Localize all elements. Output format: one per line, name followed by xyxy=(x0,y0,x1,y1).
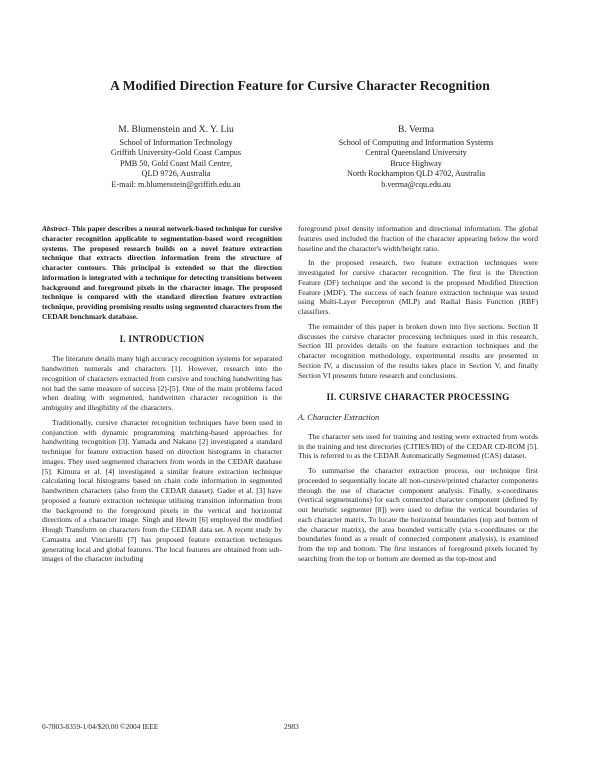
author-address-line: QLD 9726, Australia xyxy=(141,169,211,179)
footer-page-number: 2983 xyxy=(284,722,299,731)
author-address-line: PMB 50, Gold Coast Mail Centre, xyxy=(119,158,233,168)
left-column xyxy=(42,224,282,564)
section-heading-cursive-processing: II. CURSIVE CHARACTER PROCESSING xyxy=(326,392,510,403)
author-email: b.verma@cqu.edu.au xyxy=(381,179,451,189)
author-affiliation-line: School of Computing and Information Systems xyxy=(338,137,494,147)
author-names: M. Blumenstein and X. Y. Liu xyxy=(118,124,234,135)
abstract-text: This paper describes a neural network-based technique for cursive character recognition applicable to segmentation-based word recognition systems. The proposed research builds on a novel feature extraction technique that extracts direction information from the structure of character contours. This principal is extended so that the direction information is integrated with a technique for detecting transitions between background and foreground pixels in the character image. The proposed technique is compared with the standard direction feature extraction technique, providing promising results using segmented characters from the CEDAR benchmark database. xyxy=(42,224,282,321)
author-affiliation-line: Central Queensland University xyxy=(365,148,467,158)
paragraph: In the proposed research, two feature extraction techniques were investigated for cursive character recognition. The first is the Direction Feature (DF) technique and the second is the proposed Modified Direction Feature (MDF). The success of each feature extraction technique was tested using Multi-Layer Perceptron (MLP) and Radial Basis Function (RBF) classifiers. xyxy=(298,258,538,316)
author-address-line: North Rockhampton QLD 4702, Australia xyxy=(346,169,486,179)
paragraph: The literature details many high accuracy recognition systems for separated handwritten numerals and characters [1]. However, research into the recognition of characters extracted from cursive and touching handwriting has not had the same measure of success [2]-[5]. One of the main problems faced when dealing with segmented, handwritten character recognition is the ambiguity and illegibility of the characters. xyxy=(42,354,282,412)
author-affiliation-line: Griffith University-Gold Coast Campus xyxy=(110,148,242,158)
author-affiliation-line: School of Information Technology xyxy=(119,137,233,147)
paragraph: To summarise the character extraction process, our technique first proceeded to sequentially locate all non-cursive/printed character components through the use of character component analysis. Finally, x-coordinates (vertical segmentations) for each connected character component (defined by our heuristic segmenter [8]) were used to define the vertical boundaries of each character matrix. To locate the horizontal boundaries (top and bottom of the character matrix), the area bounded vertically (via x-coordinates or the boundaries found as a result of connected component analysis), is examined from the top and bottom. The first instances of foreground pixels located by searching from the top or bottom are deemed as the top-most and xyxy=(298,466,538,563)
author-block-left xyxy=(58,125,294,191)
author-email: E-mail: m.blumenstein@griffith.edu.au xyxy=(111,179,241,189)
author-address-line: Bruce Highway xyxy=(390,158,442,168)
author-block-right xyxy=(300,125,532,191)
author-names: B. Verma xyxy=(397,124,435,135)
paragraph: Traditionally, cursive character recognition techniques have been used in conjunction with dynamic programming matching-based approaches for handwriting recognition [3]. Yamada and Nakano [2] investigated a standard technique for feature extraction based on direction histograms in character images. They used segmented characters from words in the CEDAR database [5]. Kimura et al. [4] investigated a similar feature extraction technique calculating local histograms based on chain code information in segmented handwritten characters (also from the CEDAR dataset). Gader et al. [3] have proposed a feature extraction technique utilising transition information from the background to the foreground pixels in the vertical and horizontal directions of a character image. Singh and Hewitt [6] employed the modified Hough Transform on characters from the CEDAR data set. A recent study by Camastra and Vinciarelli [7] has proposed feature extraction techniques generating local and global features. The local features are obtained from sub-images of the character including xyxy=(42,417,282,564)
abstract-lead: Abstract- xyxy=(42,224,70,233)
footer-isbn: 0-7803-8359-1/04/$20.00 ©2004 IEEE xyxy=(42,722,159,731)
right-column xyxy=(298,224,538,564)
subsection-heading: A. Character Extraction xyxy=(298,413,380,422)
paragraph: The remainder of this paper is broken down into five sections. Section II discusses the cursive character processing techniques used in this research, Section III provides details on the feature extraction techniques and the character recognition methodology, experimental results are presented in Section IV, a discussion of the results takes place in Section V, and finally Section VI presents future research and conclusions. xyxy=(298,321,538,380)
section-heading-introduction: I. INTRODUCTION xyxy=(119,333,205,344)
paper-title: A Modified Direction Feature for Cursive Character Recognition xyxy=(110,78,490,93)
paragraph: foreground pixel density information and directional information. The global features used included the fraction of the character appearing below the word baseline and the character's width/height ratio. xyxy=(298,224,538,253)
paragraph: The character sets used for training and testing were extracted from words in the training and test directories (CITIES/BD) of the CEDAR CD-ROM [5]. This is referred to as the CEDAR Automatically Segmented (CAS) dataset. xyxy=(298,431,538,461)
abstract xyxy=(42,224,282,322)
